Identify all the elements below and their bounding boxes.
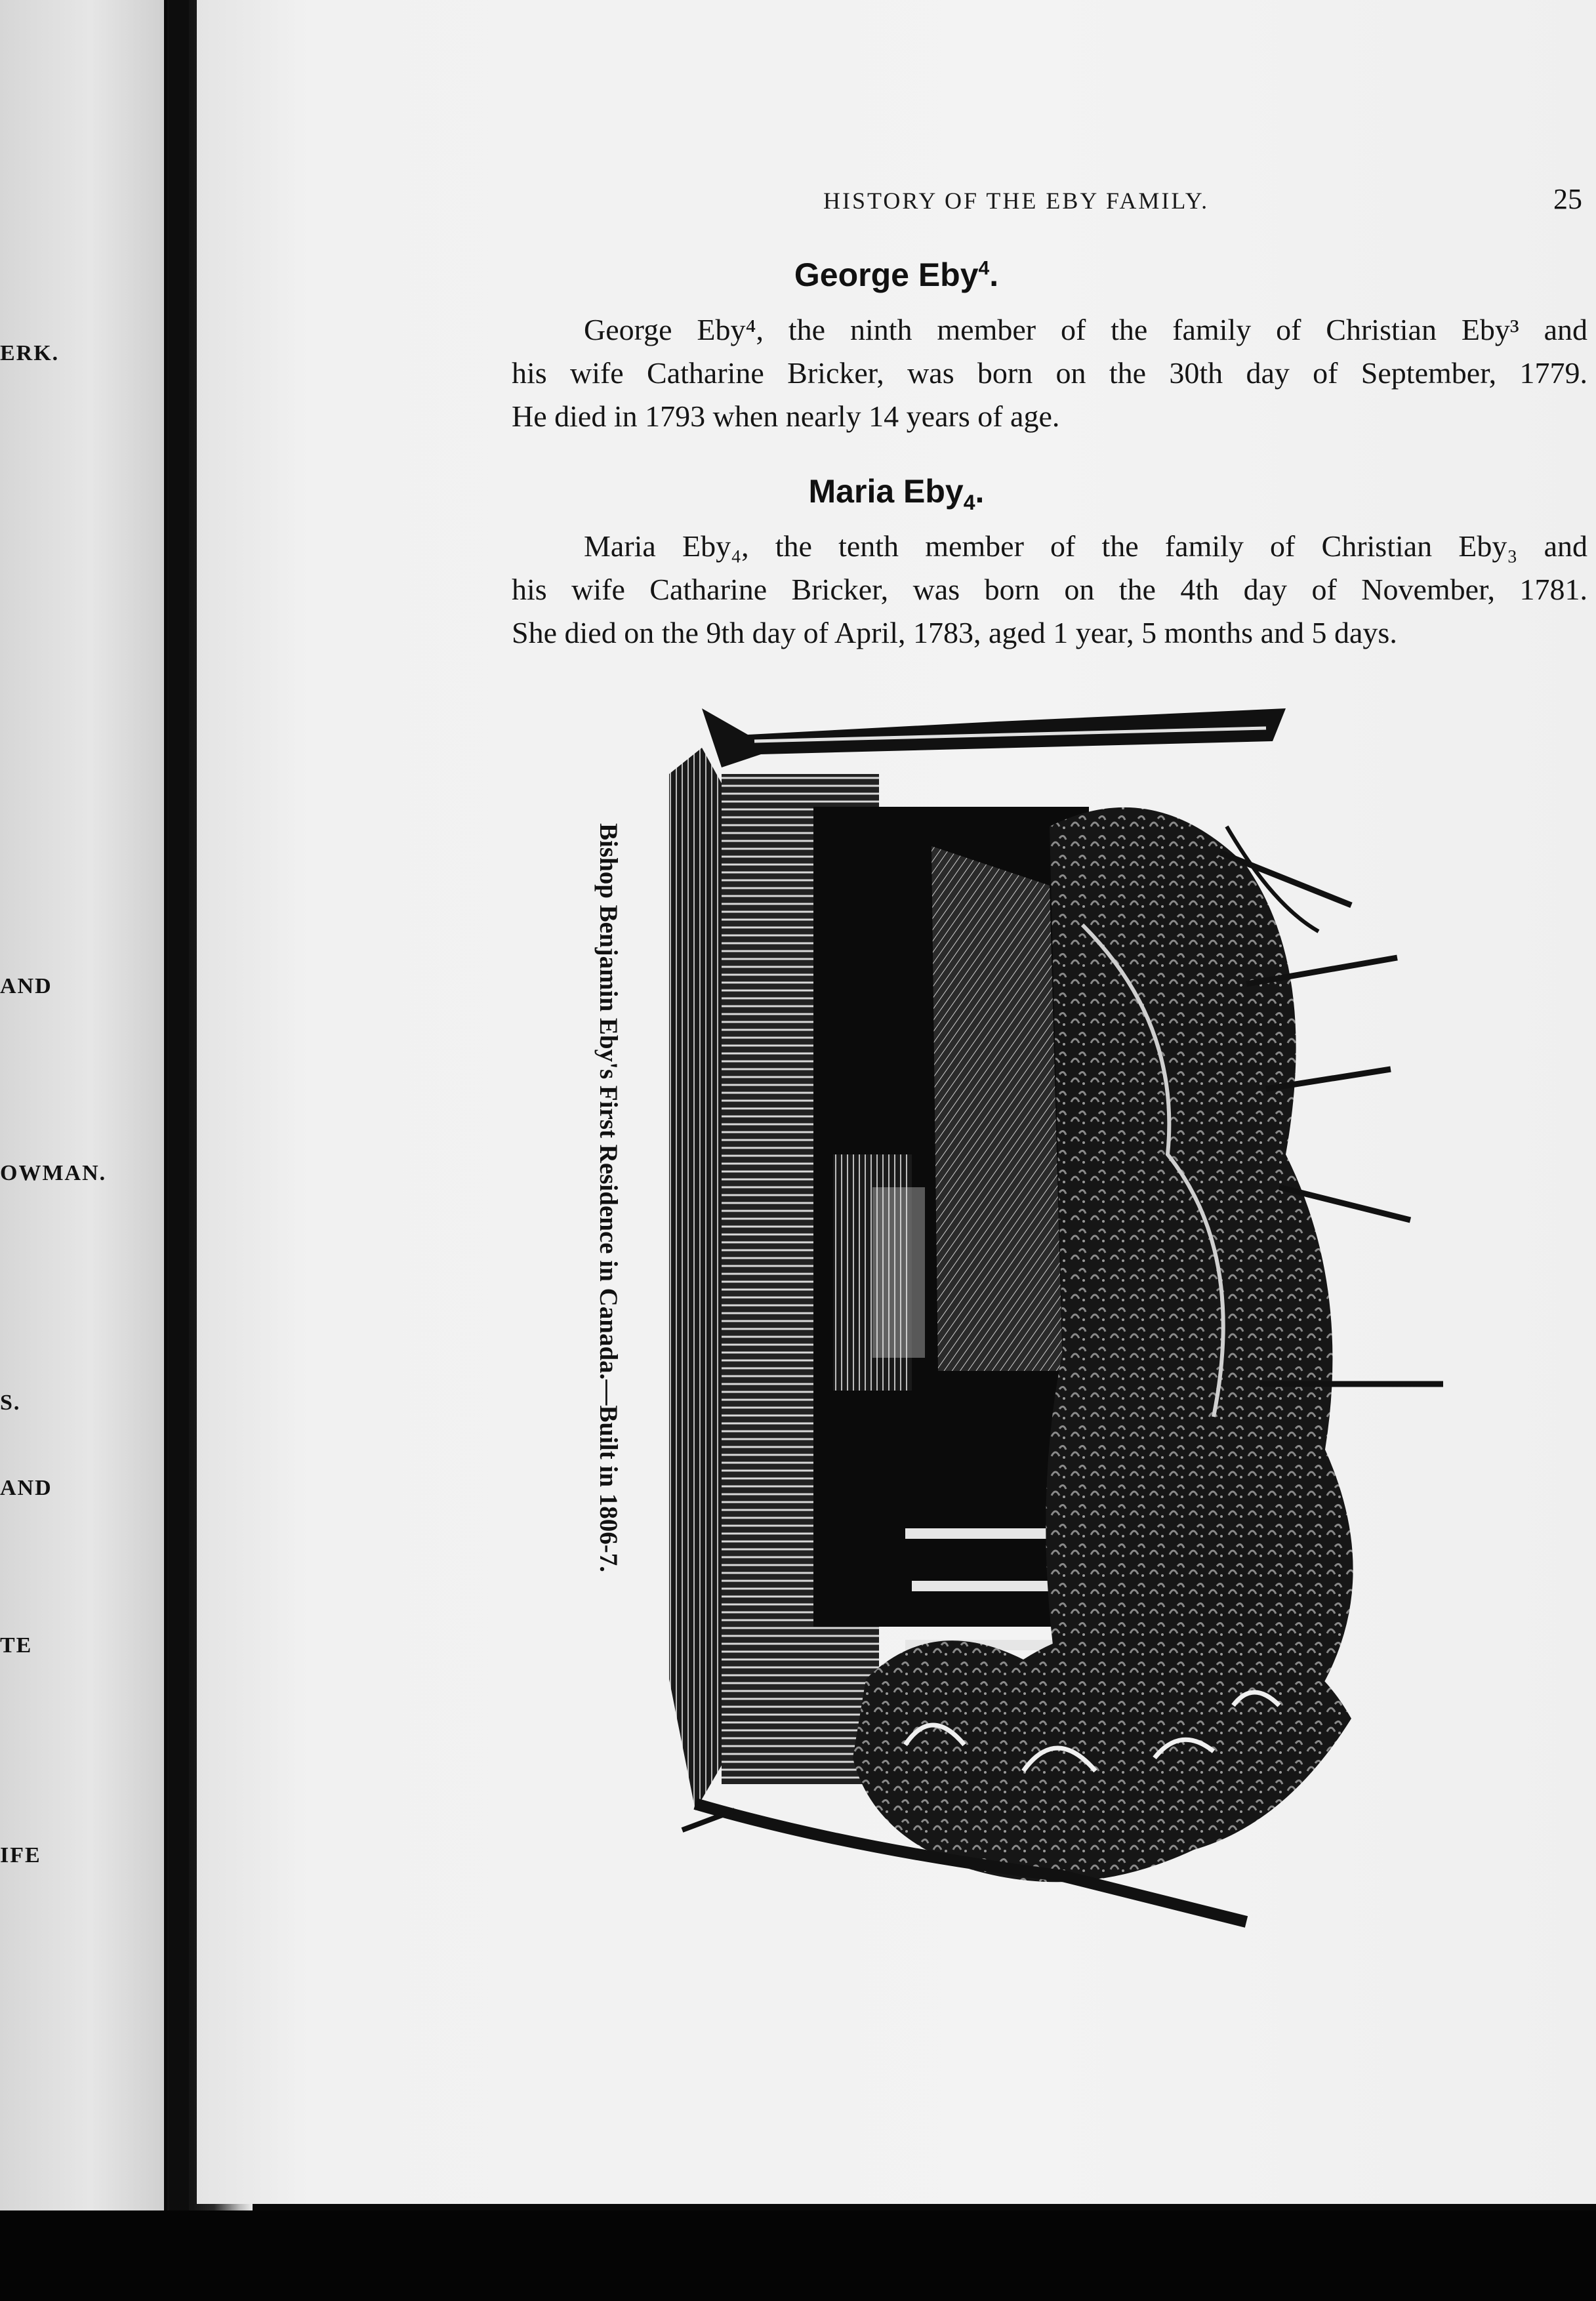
left-page-fragment: TE xyxy=(0,1633,33,1658)
text-line: his wife Catharine Bricker, was born on the 4th day of November, 1781. xyxy=(512,573,1587,606)
running-title: HISTORY OF THE EBY FAMILY. xyxy=(823,188,1210,214)
left-facing-page xyxy=(0,0,164,2217)
left-page-fragment: AND xyxy=(0,1476,52,1500)
text-line: George Eby⁴, the ninth member of the family of Christian Eby³ and xyxy=(584,313,1587,346)
page-number: 25 xyxy=(1553,183,1582,215)
left-page-fragment: IFE xyxy=(0,1843,41,1867)
main-page xyxy=(197,0,1596,2204)
section-heading-maria: Maria Eby$_4$. xyxy=(808,473,985,514)
text-line: Maria Eby₄, the tenth member of the family of Christian Eby₃ and xyxy=(584,529,1587,563)
paragraph-george xyxy=(512,308,1587,438)
text-line: his wife Catharine Bricker, was born on the 30th day of September, 1779. xyxy=(512,356,1587,390)
figure-caption: Bishop Benjamin Eby's First Residence in Canada.—Built in 1806-7. xyxy=(594,823,623,1573)
text-line: He died in 1793 when nearly 14 years of age. xyxy=(512,399,1060,433)
left-page-fragment: AND xyxy=(0,974,52,998)
left-page-fragment: OWMAN. xyxy=(0,1161,107,1185)
left-page-fragment: S. xyxy=(0,1391,21,1415)
text-line: She died on the 9th day of April, 1783, aged 1 year, 5 months and 5 days. xyxy=(512,616,1397,649)
paragraph-maria xyxy=(512,525,1587,655)
section-heading-george: George Eby$^4$. xyxy=(794,256,999,293)
scan-border xyxy=(0,2210,1596,2301)
log-house-engraving xyxy=(656,695,1483,1974)
left-page-fragment: ERK. xyxy=(0,341,60,365)
binding-gutter xyxy=(169,0,189,2217)
